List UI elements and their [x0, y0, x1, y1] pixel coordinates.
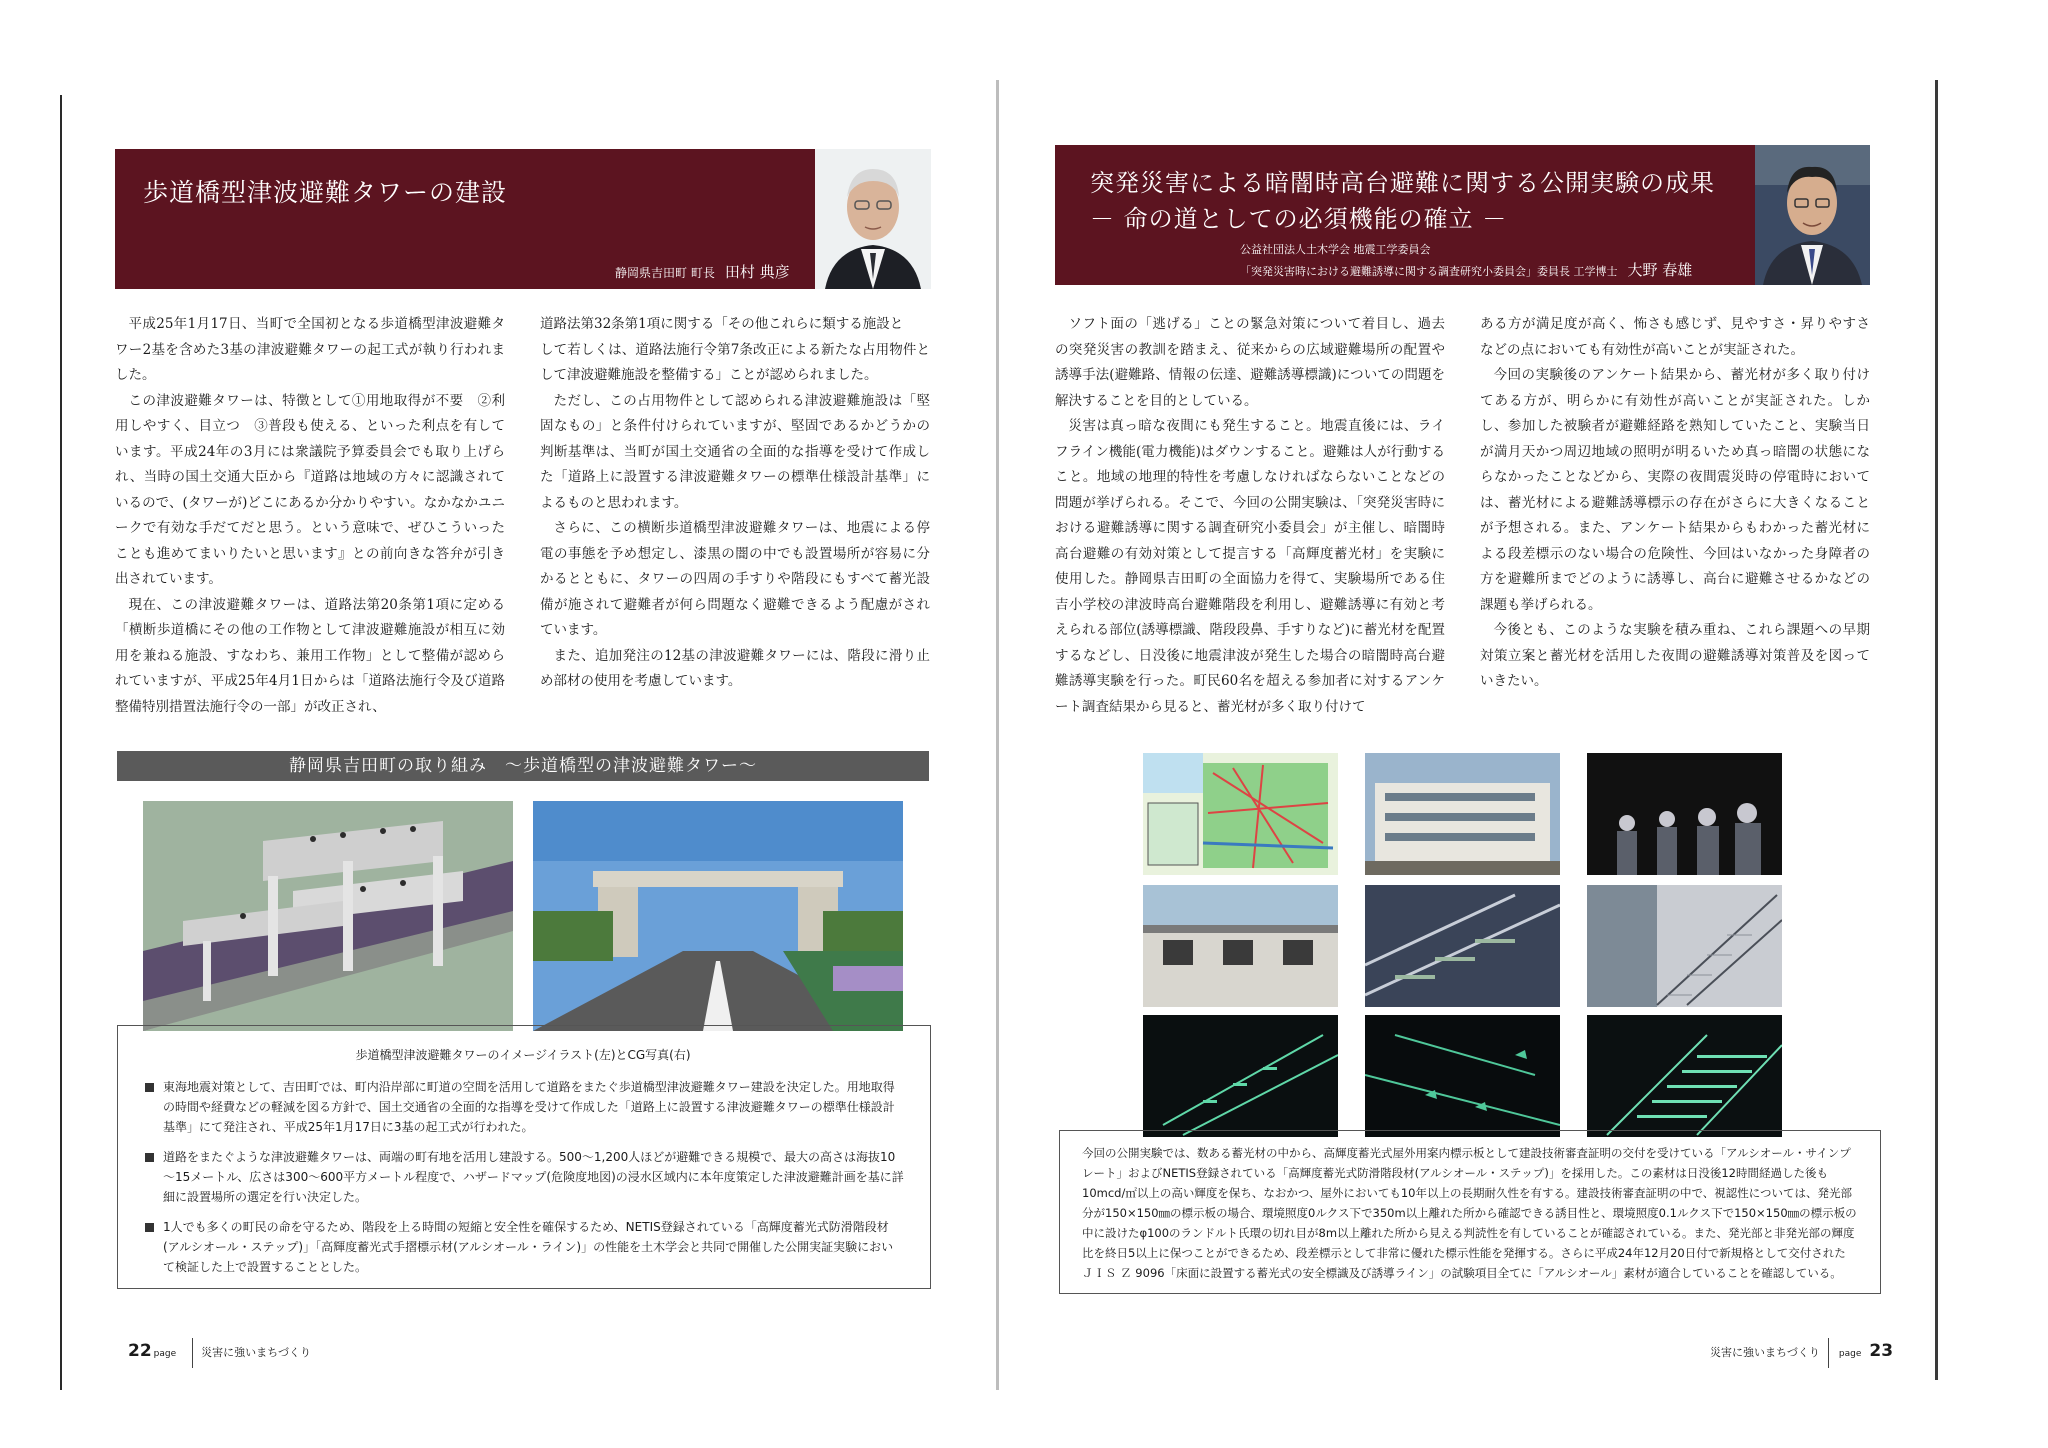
glow-stairs-photo-2	[1365, 1015, 1560, 1137]
article-title: 歩道橋型津波避難タワーの建設	[143, 178, 508, 207]
author-name: 田村 典彦	[724, 263, 790, 281]
tower-cg-photo	[533, 801, 903, 1031]
paragraph: 平成25年1月17日、当町で全国初となる歩道橋型津波避難タワー2基を含めた3基の津波避難タワーの起工式が執り行われました。	[115, 316, 505, 383]
night-crowd-photo	[1587, 753, 1782, 875]
article-subtitle: － 命の道としての必須機能の確立 －	[1090, 205, 1508, 233]
page-footer	[1710, 1338, 1893, 1368]
bullet-item: 1人でも多くの町民の命を守るため、階段を上る時間の短縮と安全性を確保するため、NETIS登録されている「高輝度蓄光式防滑階段材(アルシオール・ステップ)」「高輝度蓄光式手摺標示材(アルシオール・ライン)」の性能を土木学会と共同で開催した公開実証実験において検証した上で設置することとした。	[143, 1217, 905, 1277]
author-committee	[1240, 259, 1692, 280]
evacuation-map	[1143, 753, 1338, 875]
paragraph: また、追加発注の12基の津波避難タワーには、階段に滑り止め部材の使用を考慮しています。	[540, 647, 930, 689]
page-edge-line	[60, 95, 62, 1390]
left-page	[0, 0, 1000, 1448]
page-number: 23	[1869, 1341, 1894, 1361]
page-footer	[128, 1338, 311, 1368]
center-fold	[996, 80, 999, 1390]
article-column-2	[1480, 312, 1870, 695]
author-name: 大野 春雄	[1627, 261, 1693, 279]
staircase-photo	[1587, 885, 1782, 1007]
paragraph: 災害は真っ暗な夜間にも発生すること。地震直後には、ライフライン機能(電力機能)はダウンすること。避難は人が行動すること。地域の地理的特性を考慮しなければならないことなどの問題が挙げられる。そこで、今回の公開実験は、「突発災害時における避難誘導に関する調査研究小委員会」が主催し、暗闇時高台避難の有効対策として提言する「高輝度蓄光材」を実験に使用した。静岡県吉田町の全面協力を得て、実験場所である住吉小学校の津波時高台避難階段を利用し、避難誘導に有効と考えられる部位(誘導標識、階段段鼻、手すりなど)に蓄光材を配置するなどし、日没後に地震津波が発生した場合の暗闇時高台避難誘導実験を行った。町民60名を超える参加者に対するアンケート調査結果から見ると、蓄光材が多く取り付けて	[1055, 418, 1445, 715]
paragraph: 道路法第32条第1項に関する「その他これらに類する施設と	[540, 316, 904, 332]
page-edge-line	[1935, 80, 1938, 1380]
school-building-photo	[1365, 753, 1560, 875]
magazine-title: 災害に強いまちづくり	[201, 1346, 312, 1359]
stairs-day-photo	[1365, 885, 1560, 1007]
magazine-title: 災害に強いまちづくり	[1710, 1346, 1820, 1359]
article-title: 突発災害による暗闇時高台避難に関する公開実験の成果	[1090, 169, 1715, 197]
committee-title: 「突発災害時における避難誘導に関する調査研究小委員会」委員長 工学博士	[1240, 265, 1618, 278]
paragraph: ソフト面の「逃げる」ことの緊急対策について着目し、過去の突発災害の教訓を踏まえ、従来からの広域避難場所の配置や誘導手法(避難路、情報の伝達、避難誘導標識)についての問題を解決することを目的としている。	[1055, 316, 1445, 409]
paragraph: さらに、この横断歩道橋型津波避難タワーは、地震による停電の事態を予め想定し、漆黒の闇の中でも設置場所が容易に分かるとともに、タワーの四周の手すりや階段にもすべて蓄光設備が施されて避難者が何ら問題なく避難できるよう配慮がされています。	[540, 520, 930, 638]
author-org: 公益社団法人土木学会 地震工学委員会	[1240, 243, 1431, 256]
page-number: 22	[128, 1341, 152, 1361]
glow-stairs-photo-1	[1143, 1015, 1338, 1137]
tower-illustration	[143, 801, 513, 1031]
paragraph: して若しくは、道路法施行令第7条改正による新たな占用物件として津波避難施設を整備する」ことが認められました。	[540, 341, 930, 383]
article-banner	[115, 149, 815, 289]
article-column-1	[115, 312, 505, 720]
glow-stairs-photo-3	[1587, 1015, 1782, 1137]
paragraph: 今後とも、このような実験を積み重ね、これら課題への早期対策立案と蓄光材を活用した夜間の避難誘導対策普及を図っていきたい。	[1480, 622, 1870, 689]
paragraph: この津波避難タワーは、特徴として①用地取得が不要 ②利用しやすく、目立つ ③普段も使える、といった利点を有しています。平成24年の3月には衆議院予算委員会でも取り上げられ、当時の国土交通大臣から『道路は地域の方々に認識されているので、(タワーが)どこにあるか分かりやすい。なかなかユニークで有効な手だてだと思う。という意味で、ぜひこういったことも進めてまいりたいと思います』との前向きな答弁が引き出されています。	[115, 392, 505, 587]
paragraph: 今回の実験後のアンケート結果から、蓄光材が多く取り付けてある方が、明らかに有効性が高いことが実証された。しかし、参加した被験者が避難経路を熟知していたこと、実験当日が満月天かつ周辺地域の照明が明るいため真っ暗闇の状態にならなかったことなどから、実際の夜間震災時の停電時においては、蓄光材による避難誘導標示の存在がさらに大きくなることが予想される。また、アンケート結果からもわかった蓄光材による段差標示のない場合の危険性、今回はいなかった身障者の方を避難所までどのように誘導し、高台に避難させるかなどの課題も挙げられる。	[1480, 367, 1870, 613]
article-banner	[1055, 145, 1755, 285]
bullet-item: 道路をまたぐような津波避難タワーは、両端の町有地を活用し建設する。500～1,200人ほどが避難できる規模で、最大の高さは海抜10～15メートル、広さは300～600平方メートル程度で、ハザードマップ(危険度地図)の浸水区域内に本年度策定した津波避難計画を基に詳細に設置場所の選定を行い決定した。	[143, 1147, 905, 1207]
author-portrait	[1755, 145, 1870, 285]
article-column-2	[540, 312, 930, 695]
author-org: 静岡県吉田町 町長	[615, 266, 715, 280]
paragraph: ただし、この占用物件として認められる津波避難施設は「堅固なもの」と条件付けられていますが、堅固であるかどうかの判断基準は、当町が国土交通省の全面的な指導を受けて作成した「道路上に設置する津波避難タワーの標準仕様設計基準」によるものと思われます。	[540, 392, 930, 511]
bullet-list	[143, 1077, 905, 1287]
paragraph: ある方が満足度が高く、怖さも感じず、見やすさ・昇りやすさなどの点においても有効性が高いことが実証された。	[1480, 316, 1870, 358]
paragraph: 現在、この津波避難タワーは、道路法第20条第1項に定める「横断歩道橋にその他の工作物として津波避難施設が相互に効用を兼ねる施設、すなわち、兼用工作物」として整備が認められていますが、平成25年4月1日からは「道路法施行令及び道路整備特別措置法施行令の一部」が改正され、	[115, 596, 505, 715]
bullet-item: 東海地震対策として、吉田町では、町内沿岸部に町道の空間を活用して道路をまたぐ歩道橋型津波避難タワー建設を決定した。用地取得の時間や経費などの軽減を図る方針で、国土交通省の全面的な指導を受けて作成した「道路上に設置する津波避難タワーの標準仕様設計基準」にて発注され、平成25年1月17日に3基の起工式が行われた。	[143, 1077, 905, 1137]
right-page	[1000, 0, 2048, 1448]
note-text: 今回の公開実験では、数ある蓄光材の中から、高輝度蓄光式屋外用案内標示板として建設技術審査証明の交付を受けている「アルシオール・サインプレート」およびNETIS登録されている「高輝度蓄光式防滑階段材(アルシオール・ステップ)」を採用した。この素材は日没後12時間経過した後も10mcd/㎡以上の高い輝度を保ち、なおかつ、屋外においても10年以上の長期耐久性を有する。建設技術審査証明の中で、視認性については、発光部分が150×150㎜の標示板の場合、環境照度0ルクス下で350m以上離れた所から確認できる誘目性と、環境照度0.1ルクス下で150×150㎜の標示板の中に設けたφ100のランドルト氏環の切れ目が8m以上離れた所から見える判読性を有していることが確認されている。また、発光部と非発光部の輝度比を終日5以上に保つことができるため、段差標示として非常に優れた標示性能を発揮する。さらに平成24年12月20日付で新規格として交付されたＪＩＳ Ｚ 9096「床面に設置する蓄光式の安全標識及び誘導ライン」の試験項目全てに「アルシオール」素材が適合していることを確認している。	[1082, 1146, 1857, 1280]
footer-divider	[192, 1338, 193, 1368]
page-word: page	[1838, 1349, 1862, 1359]
author-portrait	[815, 149, 931, 289]
section-header-bar: 静岡県吉田町の取り組み ～歩道橋型の津波避難タワー～	[117, 751, 929, 781]
footer-divider	[1828, 1338, 1829, 1368]
author-byline	[615, 261, 790, 282]
building-rooftop-photo	[1143, 885, 1338, 1007]
figure-caption: 歩道橋型津波避難タワーのイメージイラスト(左)とCG写真(右)	[355, 1048, 691, 1062]
page-word: page	[153, 1349, 177, 1359]
article-column-1	[1055, 312, 1445, 720]
